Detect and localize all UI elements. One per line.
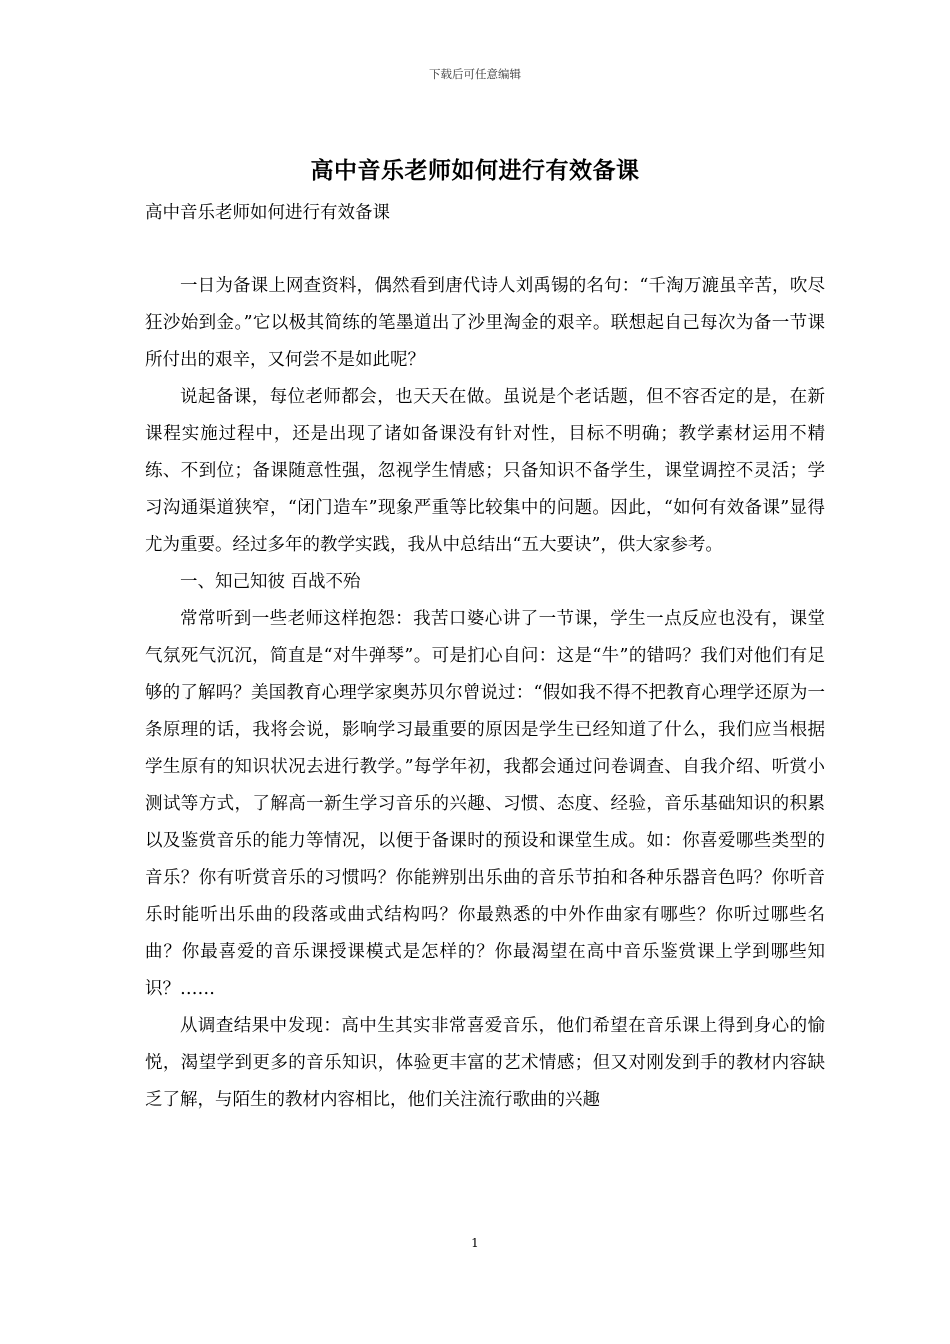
page-number: 1 bbox=[471, 1236, 479, 1250]
document-body bbox=[145, 268, 825, 1119]
paragraph-background: 说起备课，每位老师都会，也天天在做。虽说是个老话题，但不容否定的是，在新课程实施过程中，还是出现了诸如备课没有针对性，目标不明确；教学素材运用不精练、不到位；备课随意性强，忽视学生情感；只备知识不备学生，课堂调控不灵活；学习沟通渠道狭窄，“闭门造车”现象严重等比较集中的问题。因此，“如何有效备课”显得尤为重要。经过多年的教学实践，我从中总结出“五大要诀”，供大家参考。 bbox=[145, 387, 825, 555]
document-subtitle: 高中音乐老师如何进行有效备课 bbox=[145, 203, 390, 223]
page-header: 下载后可任意编辑 bbox=[429, 67, 521, 81]
paragraph-intro: 一日为备课上网查资料，偶然看到唐代诗人刘禹锡的名句：“千淘万漉虽辛苦，吹尽狂沙始到金。”它以极其简练的笔墨道出了沙里淘金的艰辛。联想起自己每次为备一节课所付出的艰辛，又何尝不是如此呢？ bbox=[145, 276, 825, 370]
paragraph-findings: 从调查结果中发现：高中生其实非常喜爱音乐，他们希望在音乐课上得到身心的愉悦，渴望学到更多的音乐知识，体验更丰富的艺术情感；但又对刚发到手的教材内容缺乏了解，与陌生的教材内容相比，他们关注流行歌曲的兴趣 bbox=[145, 1016, 825, 1110]
paragraph-section-1: 常常听到一些老师这样抱怨：我苦口婆心讲了一节课，学生一点反应也没有，课堂气氛死气沉沉，简直是“对牛弹琴”。可是扪心自问：这是“牛”的错吗？我们对他们有足够的了解吗？美国教育心理学家奥苏贝尔曾说过：“假如我不得不把教育心理学还原为一条原理的话，我将会说，影响学习最重要的原因是学生已经知道了什么，我们应当根据学生原有的知识状况去进行教学。”每学年初，我都会通过问卷调查、自我介绍、听赏小测试等方式，了解高一新生学习音乐的兴趣、习惯、态度、经验，音乐基础知识的积累以及鉴赏音乐的能力等情况，以便于备课时的预设和课堂生成。如：你喜爱哪些类型的音乐？你有听赏音乐的习惯吗？你能辨别出乐曲的音乐节拍和各种乐器音色吗？你听音乐时能听出乐曲的段落或曲式结构吗？你最熟悉的中外作曲家有哪些？你听过哪些名曲？你最喜爱的音乐课授课模式是怎样的？你最渴望在高中音乐鉴赏课上学到哪些知识？…… bbox=[145, 609, 825, 999]
document-title: 高中音乐老师如何进行有效备课 bbox=[310, 157, 640, 184]
section-heading: 一、知己知彼 百战不殆 bbox=[180, 572, 361, 592]
